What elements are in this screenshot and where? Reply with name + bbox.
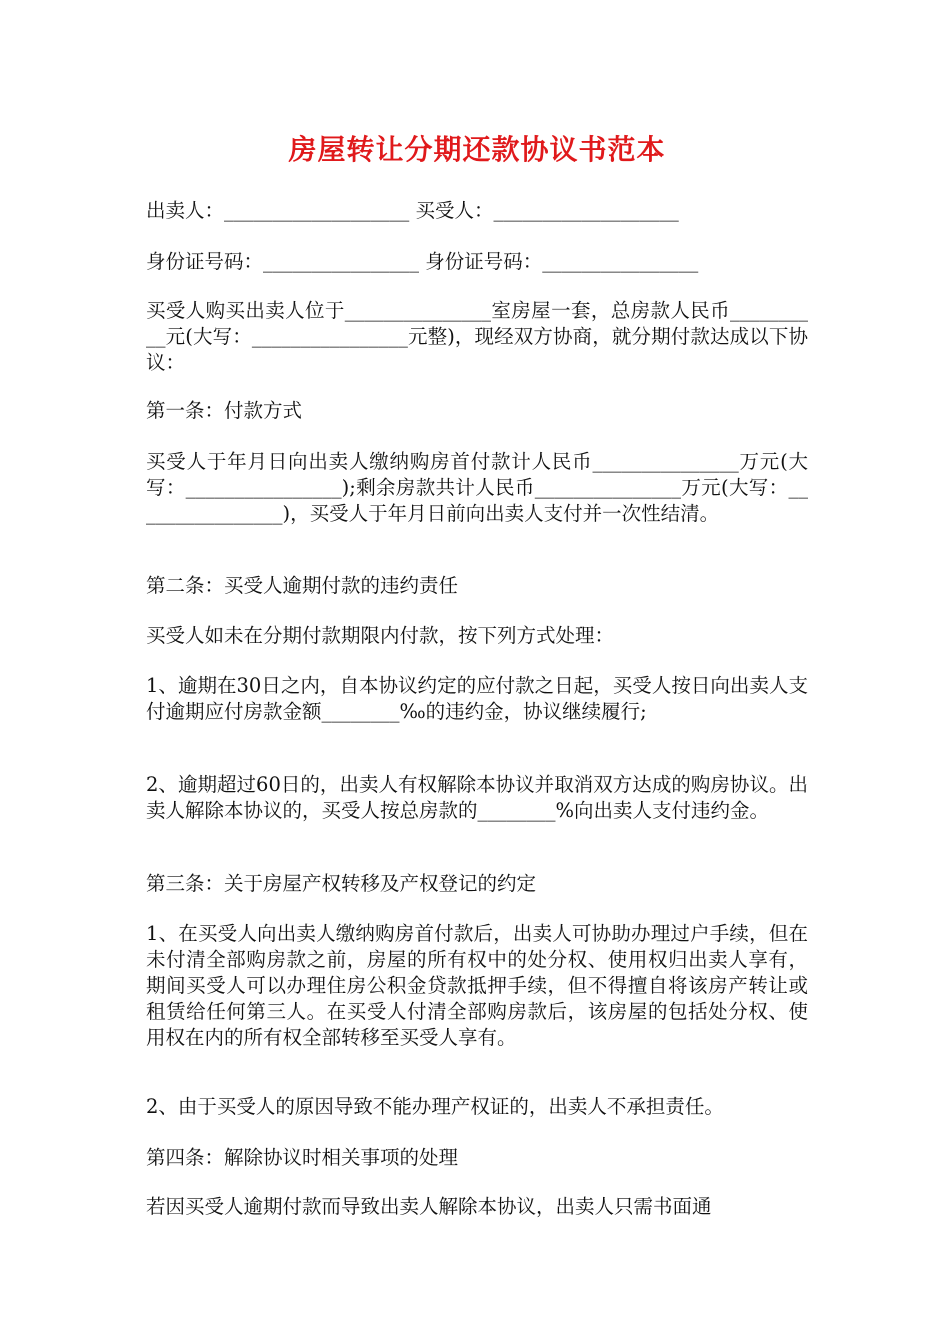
article-2-item-2: 2、逾期超过60日的，出卖人有权解除本协议并取消双方达成的购房协议。出卖人解除本协议的，买受人按总房款的________%向出卖人支付违约金。 <box>146 773 808 822</box>
seller-buyer-line: 出卖人：___________________ 买受人：___________________ <box>146 199 679 222</box>
id-number-line: 身份证号码：________________ 身份证号码：________________ <box>146 250 699 273</box>
article-1-heading: 第一条：付款方式 <box>146 399 303 422</box>
article-2-item-1: 1、逾期在30日之内，自本协议约定的应付款之日起，买受人按日向出卖人支付逾期应付房款金额________‰的违约金，协议继续履行; <box>146 674 808 723</box>
article-2-heading: 第二条：买受人逾期付款的违约责任 <box>146 574 459 597</box>
article-4-body: 若因买受人逾期付款而导致出卖人解除本协议，出卖人只需书面通 <box>146 1195 712 1218</box>
article-4-heading: 第四条：解除协议时相关事项的处理 <box>146 1146 459 1169</box>
document-title: 房屋转让分期还款协议书范本 <box>288 133 666 166</box>
intro-paragraph: 买受人购买出卖人位于_______________室房屋一套，总房款人民币__________元(大写：________________元整)，现经双方协商，就分期付款达成以下协议： <box>146 299 808 374</box>
article-3-heading: 第三条：关于房屋产权转移及产权登记的约定 <box>146 872 537 895</box>
article-1-body: 买受人于年月日向出卖人缴纳购房首付款计人民币_______________万元(大写：________________);剩余房款共计人民币_______________万元(大写：________________)，买受人于年月日前向出卖人支付并一次性结清。 <box>146 450 808 525</box>
article-3-item-2: 2、由于买受人的原因导致不能办理产权证的，出卖人不承担责任。 <box>146 1095 724 1118</box>
article-2-intro: 买受人如未在分期付款期限内付款，按下列方式处理： <box>146 624 615 647</box>
article-3-item-1: 1、在买受人向出卖人缴纳购房首付款后，出卖人可协助办理过户手续，但在未付清全部购房款之前，房屋的所有权中的处分权、使用权归出卖人享有，期间买受人可以办理住房公积金贷款抵押手续，但不得擅自将该房产转让或租赁给任何第三人。在买受人付清全部购房款后，该房屋的包括处分权、使用权在内的所有权全部转移至买受人享有。 <box>146 922 808 1049</box>
